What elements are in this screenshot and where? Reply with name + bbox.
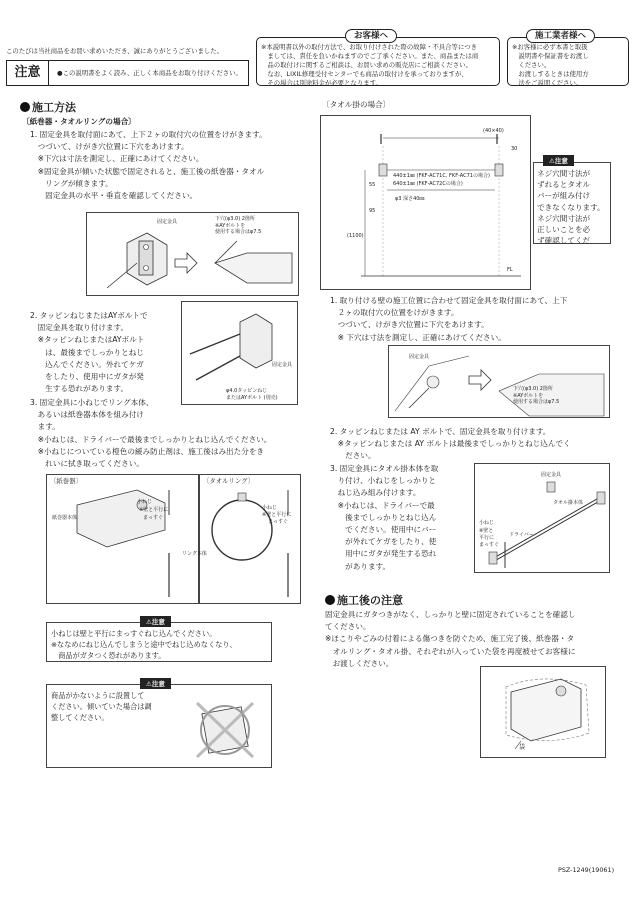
tfig3-note2: 平行に [479,535,495,541]
towel-step2 [330,426,571,463]
method-subtitle: 〔紙巻器・タオルリングの場合〕 [22,117,136,126]
tfig3-note1: ※壁と [479,528,494,534]
step-line: でください。使用中にバー [330,525,437,535]
step-line: ※下穴は寸法を測定し、正確にあけてください。 [30,154,204,164]
tfig1-hole: 下穴(φ3.0) 2箇所 [513,386,553,392]
caution-line: ずれるとタオル [537,180,591,190]
installer-line: お渡しするときは使用方 [512,70,589,78]
towel-ring-illustration [200,475,302,605]
towel-side-caution [533,162,611,244]
figure-towel-ring [182,474,301,604]
step-line: 3. 固定金具にタオル掛本体を取 [330,464,439,473]
figure-bag [480,666,606,758]
bag-illustration [481,667,607,759]
customer-text [261,43,478,88]
tfig3-screw: 小ねじ [479,520,495,526]
caution-line: 正しいことを必 [537,225,591,235]
dim-right: 30 [511,146,518,152]
step-line: 用中にガタが発生する恐れ [330,549,437,559]
step-line: 後までしっかりとねじ込ん [330,512,437,522]
step-line: 込んでください。外れてケガ [30,359,144,369]
caution-line: ネジ穴間寸法が [537,213,591,223]
fig2-screw2: またはAYボルト (別売) [226,395,278,401]
step-line: ※小ねじは、ドライバーで最後までしっかりとねじ込んでください。 [30,434,272,444]
after-line: オルリング・タオル掛、それぞれが入っていた袋を再度被せてお客様に [325,646,576,656]
step-line: ます。 [30,422,60,432]
installer-line: 説明書や保証書をお渡し [512,52,589,60]
paper-holder-illustration [47,475,200,605]
tfig3-bracket: 固定金具 [541,472,562,478]
caution-line: 整してください。 [51,713,109,722]
towel-step1 [330,295,567,344]
fig2-screw1: φ4.0タッピンねじ [226,388,268,394]
installer-text [512,43,589,88]
step-line: ※タッピンねじまたはAYボルト [30,335,145,345]
notice-box [6,60,249,86]
towel-subtitle: 〔タオル掛の場合〕 [322,100,391,109]
after-line: てください。 [325,622,371,632]
figure-towel-bar [474,463,610,573]
installer-line: ※お客様に必ず本書と取扱 [512,43,588,51]
step-line: 3. 固定金具に小ねじでリング本体、 [30,398,154,407]
fig1-note1: ※AYボルトを [215,223,246,229]
step-line: 2. タッピンねじまたは AY ボルトで、固定金具を取り付けます。 [330,427,551,436]
fig3-left-note2: まっすぐ [143,515,164,521]
fig1-bracket-label: 固定金具 [157,219,178,225]
tfig3-driver: ドライバー [509,532,534,538]
step-line: は、最後までしっかりとねじ [30,347,144,357]
fig3-left-body: 紙巻器本体 [52,515,78,521]
step-line: リングが傾きます。 [30,178,113,188]
drill-bracket-illustration [87,213,300,297]
fig3-right-title: 〔タオルリング〕 [203,477,255,485]
height-dim: (1100) [347,233,364,239]
installer-line: ください。 [512,61,551,69]
footer-code: PSZ-1249(19061) [558,866,615,874]
fig3-left-title: 〔紙巻器〕 [50,477,82,485]
step-line: をしたり、使用中にガタが発 [30,372,144,382]
step-line: れいに拭き取ってください。 [30,459,144,469]
caution-box-tilt [46,684,272,768]
figure-towel-dimensions [320,115,531,290]
fig3-right-body: リング本体 [182,551,207,557]
step-line: ※ 下穴は寸法を測定し、正確にあけてください。 [330,332,506,342]
step-line: ※タッピンねじまたは AY ボルトは最後までしっかりとねじ込んでく [330,439,571,449]
tfig3-body: タオル掛本体 [553,500,584,506]
step-line: ※固定金具が傾いた状態で固定されると、施工後の紙巻器・タオル [30,166,265,176]
caution-line: ず確認してくだ [537,236,591,246]
figure-paper-holder [46,474,199,604]
method-title-text: 施工方法 [32,101,76,114]
hole-spec: φ3 深さ40㎜ [395,196,425,202]
caution2-text [51,690,152,723]
fig3-left-screw: 小ねじ [137,499,153,505]
caution-line: ください。傾いていた場合は調 [51,702,152,711]
caution-box-screw [46,622,272,662]
after-title-text: 施工後の注意 [337,594,403,607]
step-line: ※小ねじについている橙色の緩み防止剤は、施工後はみ出た分をき [30,446,265,456]
dim-left1: 55 [369,182,376,188]
method-step1 [30,129,267,202]
caution-line: 小ねじは壁と平行にまっすぐねじ込んでください。 [51,629,217,638]
customer-box [256,37,500,86]
bullet-icon [325,595,335,605]
step-line: 1. 取り付ける壁の施工位置に合わせて固定金具を取付面にあて、上下 [330,296,568,305]
side-caution-title: ⚠注意 [543,155,574,166]
caution-line: 商品がガタつく恐れがあります。 [51,651,166,660]
fig3-left-note1: ※壁と平行に [139,507,169,513]
step-line: つづいて、けがき穴位置に下穴をあけます。 [330,320,489,330]
tfig1-note1: ※AYボルトを [513,393,544,399]
customer-line: 品の取付けに関するご相談は、お買い求めの販売店にご相談ください。 [261,61,472,69]
spec1: 440±1㎜ (FKF-AC71C, FKF-AC71の場合) [393,173,490,179]
step-line: 2. タッピンねじまたはAYボルトで [30,311,148,320]
customer-line: ましては、責任を負いかねますのでご了承ください。また、商品または商 [261,52,479,60]
towel-bar-illustration [475,464,611,574]
step-line: が外れてケガをしたり、使 [330,537,437,547]
step-line: ※小ねじは、ドライバーで最 [330,500,435,510]
fig3-right-note1: ※壁と平行に [262,512,292,518]
dim-top: (40×40) [483,128,504,134]
step-line: ださい。 [330,451,376,461]
method-step2 [30,310,148,395]
bullet-icon [20,102,30,112]
tfig1-bracket: 固定金具 [409,354,430,360]
caution-line: ※ななめにねじ込んでしまうと途中でねじ込めなくなり、 [51,640,237,649]
customer-line: なお、LIXIL修理受付センターでも商品の取付けを承っておりますが、 [261,70,468,78]
fig3-right-screw: 小ねじ [262,505,278,511]
after-line: お渡しください。 [325,658,394,668]
installer-line: 法をご説明ください。 [512,79,583,87]
customer-title: お客様へ [345,29,397,43]
fig2-bracket-label: 固定金具 [272,362,293,368]
figure-screw-bracket [181,301,298,405]
tfig1-note2: 使用する場合はφ7.5 [513,399,560,405]
after-line: ※ほこりやごみの付着による傷つきを防ぐため、施工完了後、紙巻器・タ [325,634,575,644]
notice-text: ●この説明書をよく読み、正しく本商品をお取り付けください。 [57,69,242,77]
step-line: り付け、小ねじをしっかりと [330,476,437,486]
step-line: 生する恐れがあります。 [30,384,129,394]
method-title [20,99,76,115]
customer-line: ※本説明書以外の取付方法で、お取り付けされた際の故障・不具合等につき [261,43,477,51]
installer-box [507,37,629,86]
towel-dimension-diagram [321,116,532,291]
step-line: つづいて、けがき穴位置に下穴をあけます。 [30,142,189,152]
spec2: 640±1㎜ (FKF-AC72Cの場合) [393,181,463,187]
figure-towel-drill [388,345,610,418]
bag-label: 袋 [519,744,526,751]
floor-label: FL [507,267,513,273]
fig3-right-note2: まっすぐ [268,519,289,525]
dim-left2: 95 [369,208,376,214]
fig1-note2: 使用する場合はφ7.5 [215,229,262,235]
installer-title: 施工業者様へ [526,29,595,43]
caution-line: バーが組み付け [537,191,591,201]
step-line: 固定金具の水平・垂直を確認してください。 [30,191,198,201]
step-line: あるいは紙巻器本体を組み付け [30,410,144,420]
caution-line: できなくなります。 [537,202,605,212]
side-caution-text [537,168,605,246]
caution-line: 商品がかないように設置して [51,691,145,700]
after-text [325,609,575,670]
customer-line: その場合は別途料金が必要となります。 [261,79,382,87]
step-line: があります。 [330,561,391,571]
method-step3 [30,397,271,470]
tilted-holder-illustration [185,695,265,765]
after-title [325,592,403,608]
caution-line: ネジ穴間寸法が [537,169,591,178]
notice-label: 注意 [7,61,49,85]
caution1-title: ⚠注意 [140,616,171,627]
tfig3-note3: まっすぐ [479,542,500,548]
caution2-title: ⚠注意 [140,678,171,689]
figure-drill-bracket [86,212,299,296]
fig1-hole-label: 下穴(φ3.0) 2箇所 [215,216,255,222]
thanks-text: このたびは当社商品をお買い求めいただき、誠にありがとうございました。 [6,47,224,55]
caution1-text [51,628,237,661]
towel-step3 [330,463,438,573]
after-line: 固定金具にガタつきがなく、しっかりと壁に固定されていることを確認し [325,610,576,619]
step-line: ねじ込み組み付けます。 [330,488,421,498]
step-line: 1. 固定金具を取付面にあて、上下２ヶの取付穴の位置をけがきます。 [30,130,267,139]
step-line: 固定金具を取り付けます。 [30,323,129,333]
step-line: ２ヶの取付穴の位置をけがきます。 [330,308,459,318]
